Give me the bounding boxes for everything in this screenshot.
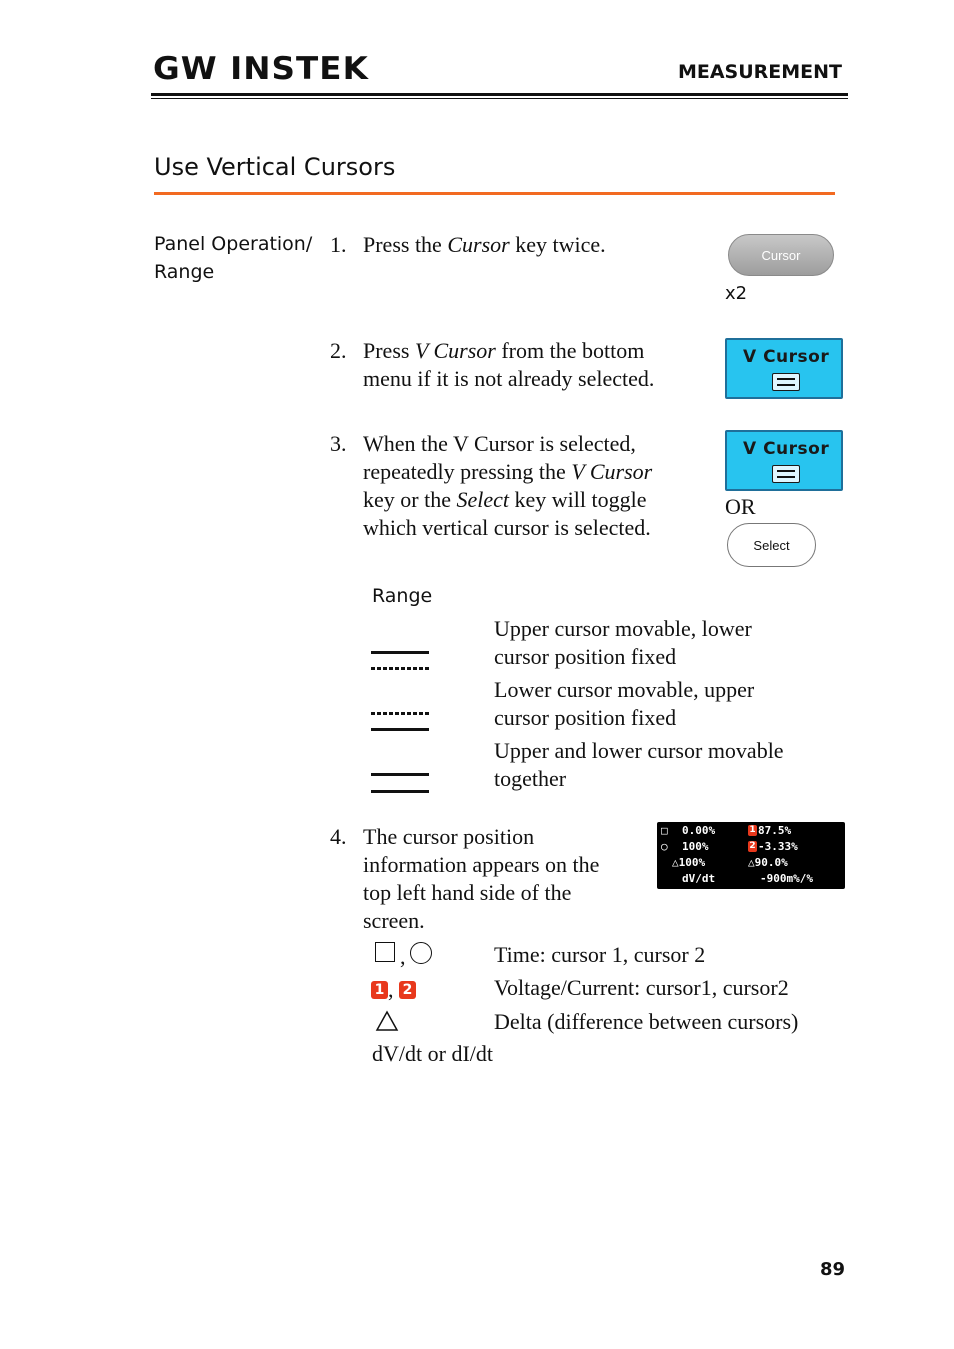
- title-underline: [154, 192, 835, 195]
- cursor-solid-line-icon: [371, 790, 429, 793]
- legend-time: Time: cursor 1, cursor 2: [494, 942, 706, 967]
- v-cursor-key-selected[interactable]: V Cursor: [725, 430, 843, 491]
- step-number: 1.: [330, 232, 347, 257]
- header-rule-thin: [151, 98, 848, 99]
- step-text: Press V Cursor from the bottom menu if it is not already selected.: [363, 338, 655, 391]
- step-number: 4.: [330, 824, 347, 849]
- range-heading: Range: [372, 585, 433, 607]
- readout-value: -3.33%: [758, 840, 798, 853]
- step-text: Press the Cursor key twice.: [363, 232, 606, 257]
- square-icon: [375, 942, 395, 962]
- step-text: The cursor position information appears on the top left hand side of the screen.: [363, 824, 600, 933]
- sidebar-label-range: Range: [154, 261, 215, 283]
- readout-value: 87.5%: [758, 824, 792, 837]
- readout-label: dV/dt: [682, 872, 716, 885]
- legend-delta: Delta (difference between cursors): [494, 1009, 799, 1034]
- readout-value: △90.0%: [748, 856, 788, 869]
- legend-dvdt: dV/dt or dI/dt: [372, 1041, 493, 1066]
- v-cursor-key[interactable]: V Cursor: [725, 338, 843, 399]
- cursor1-badge-icon: 1: [371, 981, 388, 999]
- circle-icon: [410, 942, 432, 964]
- step-number: 3.: [330, 431, 347, 456]
- cursor2-badge-icon: 2: [399, 981, 416, 999]
- press-count: x2: [725, 283, 748, 304]
- brand-logo: GW INSTEK: [153, 51, 369, 87]
- step-text: When the V Cursor is selected, repeatedly pressing the V Cursor key or the Select key will toggle which vertical cursor is selected.: [363, 431, 653, 540]
- range-desc: Lower cursor movable, upper cursor position fixed: [494, 677, 755, 730]
- cursor-dashed-line-icon: [371, 712, 429, 715]
- comma: ,: [400, 944, 406, 969]
- cursor-solid-line-icon: [371, 728, 429, 731]
- cursor-solid-line-icon: [371, 773, 429, 776]
- readout-value: △100%: [672, 856, 706, 869]
- circle-icon: ○: [661, 840, 668, 853]
- range-desc: Upper and lower cursor movable together: [494, 738, 784, 791]
- page-title: Use Vertical Cursors: [154, 153, 396, 181]
- cursor-readout-screen: [657, 822, 845, 889]
- cursor-key[interactable]: Cursor: [728, 234, 834, 276]
- cursor-solid-line-icon: [371, 651, 429, 654]
- cursor-lines-icon: [772, 465, 800, 483]
- cursor1-badge-icon: 1: [749, 825, 756, 835]
- readout-value: 100%: [682, 840, 709, 853]
- square-icon: □: [661, 824, 668, 837]
- page-number: 89: [819, 1259, 845, 1280]
- header-rule: [151, 93, 848, 96]
- select-key[interactable]: Select: [727, 523, 816, 567]
- comma: ,: [388, 977, 394, 1002]
- sidebar-label: Panel Operation/: [154, 233, 313, 255]
- delta-icon: [375, 1010, 399, 1032]
- legend-voltage: Voltage/Current: cursor1, cursor2: [494, 975, 789, 1000]
- cursor2-badge-icon: 2: [749, 841, 756, 851]
- step-number: 2.: [330, 338, 347, 363]
- readout-value: -900m%/%: [760, 872, 813, 885]
- cursor-lines-icon: [772, 373, 800, 391]
- range-desc: Upper cursor movable, lower cursor position fixed: [494, 616, 752, 669]
- cursor-dashed-line-icon: [371, 667, 429, 670]
- readout-value: 0.00%: [682, 824, 716, 837]
- or-label: OR: [725, 494, 756, 519]
- section-heading: MEASUREMENT: [677, 61, 842, 83]
